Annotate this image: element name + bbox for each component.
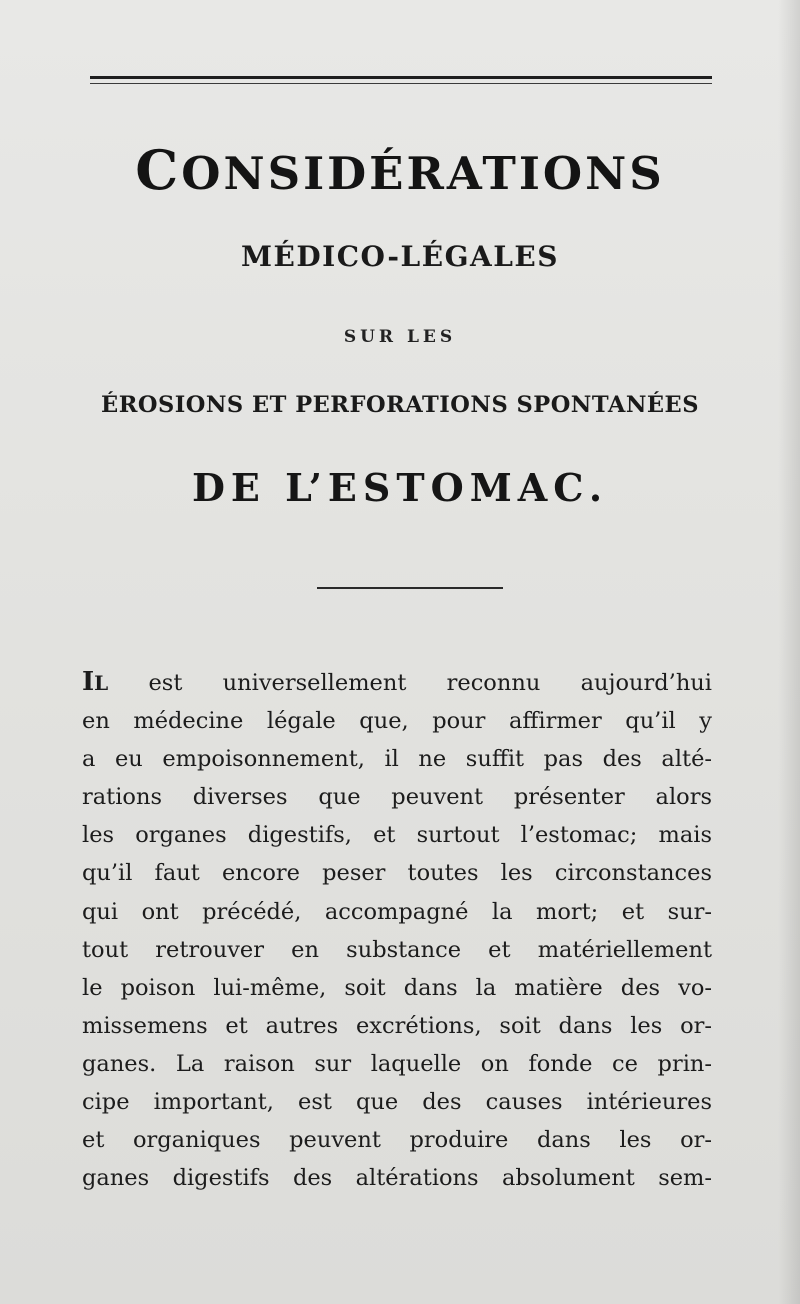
title-connector: SUR LES (343, 327, 457, 347)
body-paragraph (82, 663, 712, 1197)
text-line: IL est universellement reconnu aujourd’hui (82, 667, 712, 697)
text-line: les organes digestifs, et surtout l’estomac; mais (82, 822, 712, 849)
text-line: qui ont précédé, accompagné la mort; et sur- (82, 898, 712, 925)
text-line: missemens et autres excrétions, soit dans les or- (82, 1012, 712, 1039)
text-line: rations diverses que peuvent présenter alors (82, 784, 712, 811)
text-line: et organiques peuvent produire dans les or- (82, 1127, 712, 1154)
text-line: cipe important, est que des causes intérieures (82, 1089, 712, 1116)
text-line: tout retrouver en substance et matériellement (82, 936, 712, 963)
text-line: ganes digestifs des altérations absolument sem- (82, 1165, 712, 1192)
drop-cap: IL (82, 667, 109, 697)
text-line: le poison lui-même, soit dans la matière des vo- (82, 974, 712, 1001)
text-line: a eu empoisonnement, il ne suffit pas des alté- (82, 746, 712, 773)
section-divider (317, 587, 503, 589)
text-line: ganes. La raison sur laquelle on fonde ce prin- (82, 1050, 712, 1077)
text-line: en médecine légale que, pour affirmer qu’il y (82, 708, 712, 735)
subtitle: MÉDICO-LÉGALES (241, 240, 559, 273)
page-title (0, 138, 800, 202)
text-line: qu’il faut encore peser toutes les circonstances (82, 860, 712, 887)
topic-heading: ÉROSIONS ET PERFORATIONS SPONTANÉES (101, 392, 699, 418)
header-double-rule (90, 76, 712, 84)
object-heading: DE L’ESTOMAC. (191, 465, 609, 510)
title-first-letter: C (135, 138, 182, 202)
title-rest: ONSIDÉRATIONS (181, 147, 665, 200)
